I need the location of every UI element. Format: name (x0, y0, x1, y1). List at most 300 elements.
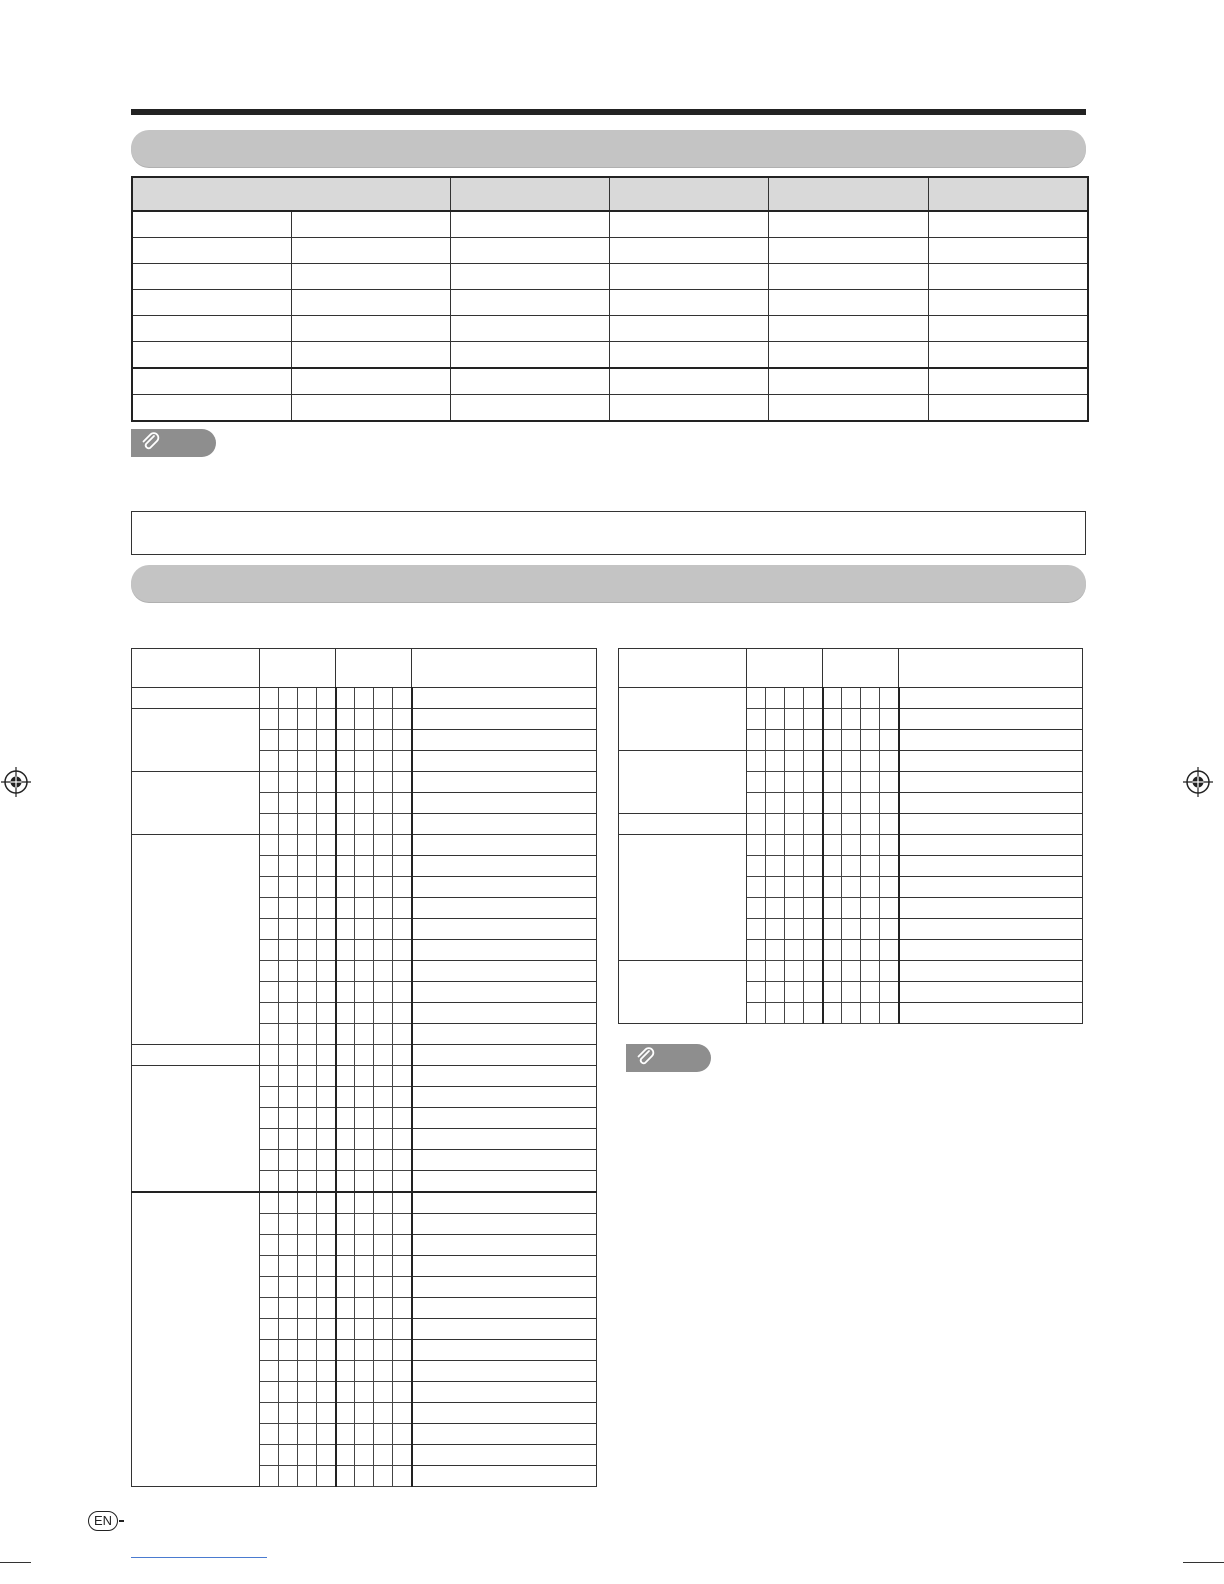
bit-cell (336, 730, 355, 751)
table-row (619, 688, 1083, 709)
bit-cell (823, 688, 842, 709)
description-cell (899, 793, 1083, 814)
bit-cell (823, 730, 842, 751)
bit-cell (355, 1445, 374, 1466)
bit-cell (336, 1361, 355, 1382)
description-cell (412, 1319, 597, 1340)
bit-cell (842, 940, 861, 961)
bit-cell (298, 814, 317, 835)
bit-cell (260, 877, 279, 898)
bit-cell (842, 751, 861, 772)
bit-cell (336, 1192, 355, 1214)
bit-cell (279, 730, 298, 751)
bit-cell (374, 1403, 393, 1424)
bit-cell (374, 1192, 393, 1214)
description-cell (412, 1298, 597, 1319)
bit-cell (374, 1445, 393, 1466)
bit-cell (823, 982, 842, 1003)
bit-cell (374, 1235, 393, 1256)
description-cell (899, 898, 1083, 919)
table-header-row (132, 177, 1088, 211)
bit-cell (785, 919, 804, 940)
bit-cell (880, 961, 899, 982)
description-cell (412, 709, 597, 730)
bit-cell (880, 814, 899, 835)
bit-cell (317, 730, 336, 751)
bit-cell (785, 751, 804, 772)
bit-cell (823, 709, 842, 730)
section-heading-band (131, 565, 1086, 602)
registration-mark-icon (1, 767, 31, 797)
bit-cell (804, 709, 823, 730)
bit-cell (355, 1466, 374, 1487)
bit-cell (260, 1403, 279, 1424)
table-row (619, 814, 1083, 835)
header-cell (336, 649, 412, 688)
bit-cell (260, 1214, 279, 1235)
note-badge (626, 1044, 711, 1072)
bit-cell (260, 1319, 279, 1340)
bit-cell (374, 1024, 393, 1045)
bit-cell (336, 1382, 355, 1403)
description-cell (412, 1361, 597, 1382)
bit-cell (374, 688, 393, 709)
bit-cell (317, 1214, 336, 1235)
bit-cell (766, 919, 785, 940)
bit-cell (374, 1129, 393, 1150)
bit-cell (804, 877, 823, 898)
bit-cell (355, 856, 374, 877)
bit-cell (317, 1256, 336, 1277)
bit-cell (804, 730, 823, 751)
description-cell (412, 1087, 597, 1108)
bit-cell (260, 940, 279, 961)
bit-cell (279, 1466, 298, 1487)
bit-cell (298, 856, 317, 877)
bit-cell (747, 688, 766, 709)
bit-cell (279, 1150, 298, 1171)
bit-cell (766, 961, 785, 982)
bit-cell (393, 856, 412, 877)
group-cell (132, 1045, 260, 1066)
bit-cell (279, 814, 298, 835)
bit-cell (393, 1108, 412, 1129)
table-row (132, 1066, 597, 1087)
bit-cell (336, 1108, 355, 1129)
bit-cell (317, 877, 336, 898)
bit-cell (880, 919, 899, 940)
bit-cell (804, 772, 823, 793)
bit-cell (298, 1150, 317, 1171)
bit-cell (336, 709, 355, 730)
description-cell (899, 877, 1083, 898)
bit-cell (355, 919, 374, 940)
bit-cell (298, 1319, 317, 1340)
table-row (132, 342, 1088, 369)
bit-cell (279, 940, 298, 961)
bit-cell (260, 1087, 279, 1108)
bit-cell (279, 1445, 298, 1466)
bit-cell (785, 1003, 804, 1024)
bit-cell (279, 1045, 298, 1066)
bit-cell (279, 856, 298, 877)
bit-cell (393, 814, 412, 835)
bit-cell (298, 940, 317, 961)
bit-cell (393, 1466, 412, 1487)
bit-cell (336, 1066, 355, 1087)
bit-cell (298, 688, 317, 709)
bit-cell (393, 982, 412, 1003)
bit-cell (279, 1024, 298, 1045)
bit-cell (260, 898, 279, 919)
page-top-rule (131, 109, 1086, 115)
crop-mark (0, 1562, 31, 1563)
bit-cell (298, 1340, 317, 1361)
bit-cell (374, 961, 393, 982)
group-cell (132, 835, 260, 1045)
header-cell (260, 649, 336, 688)
bit-cell (298, 1003, 317, 1024)
description-cell (412, 814, 597, 835)
description-cell (412, 1256, 597, 1277)
bit-cell (260, 1171, 279, 1193)
bit-cell (279, 1424, 298, 1445)
description-cell (899, 814, 1083, 835)
bit-cell (298, 1045, 317, 1066)
bit-cell (336, 1403, 355, 1424)
bit-cell (298, 961, 317, 982)
bit-cell (298, 1277, 317, 1298)
bit-cell (279, 961, 298, 982)
bit-cell (785, 793, 804, 814)
header-cell (899, 649, 1083, 688)
description-cell (899, 856, 1083, 877)
bit-cell (393, 1003, 412, 1024)
bit-cell (336, 961, 355, 982)
bit-cell (393, 751, 412, 772)
description-cell (412, 1424, 597, 1445)
bit-cell (374, 1277, 393, 1298)
bit-cell (880, 1003, 899, 1024)
bit-cell (393, 1340, 412, 1361)
bit-cell (298, 919, 317, 940)
bit-cell (279, 898, 298, 919)
table-row (132, 395, 1088, 422)
table-row (132, 688, 597, 709)
header-cell (609, 177, 768, 211)
bit-cell (260, 1424, 279, 1445)
table-row (619, 961, 1083, 982)
bit-cell (279, 1192, 298, 1214)
bit-cell (374, 940, 393, 961)
bit-cell (747, 772, 766, 793)
bit-cell (374, 1466, 393, 1487)
description-cell (412, 835, 597, 856)
bit-cell (336, 1129, 355, 1150)
header-cell (928, 177, 1088, 211)
bit-cell (279, 835, 298, 856)
bit-cell (298, 1403, 317, 1424)
description-cell (899, 688, 1083, 709)
bit-cell (766, 772, 785, 793)
bit-cell (317, 1424, 336, 1445)
description-cell (412, 688, 597, 709)
bit-cell (317, 1129, 336, 1150)
bit-cell (298, 1087, 317, 1108)
bit-cell (393, 1129, 412, 1150)
bit-cell (766, 751, 785, 772)
bit-cell (747, 730, 766, 751)
description-cell (412, 730, 597, 751)
bit-cell (355, 1066, 374, 1087)
specification-table (131, 176, 1089, 422)
bit-cell (317, 1192, 336, 1214)
bit-cell (804, 961, 823, 982)
bit-cell (298, 1424, 317, 1445)
bit-cell (785, 940, 804, 961)
bit-cell (393, 688, 412, 709)
group-cell (132, 688, 260, 709)
table-row (132, 238, 1088, 264)
description-cell (899, 919, 1083, 940)
description-cell (412, 940, 597, 961)
description-cell (412, 877, 597, 898)
bit-cell (804, 940, 823, 961)
bit-cell (861, 730, 880, 751)
description-cell (412, 961, 597, 982)
bit-cell (355, 1340, 374, 1361)
bit-cell (861, 814, 880, 835)
bit-cell (861, 772, 880, 793)
bit-cell (804, 751, 823, 772)
bit-cell (355, 1382, 374, 1403)
bit-cell (393, 1171, 412, 1193)
bit-cell (393, 709, 412, 730)
bit-cell (317, 1445, 336, 1466)
bit-cell (317, 709, 336, 730)
bit-cell (374, 1087, 393, 1108)
bit-cell (355, 1361, 374, 1382)
bit-cell (766, 1003, 785, 1024)
bit-cell (393, 919, 412, 940)
bit-cell (393, 1235, 412, 1256)
bit-cell (298, 1171, 317, 1193)
bit-cell (374, 1319, 393, 1340)
bit-cell (374, 1298, 393, 1319)
bit-cell (260, 709, 279, 730)
bit-cell (355, 730, 374, 751)
bit-cell (260, 1108, 279, 1129)
bit-cell (298, 1129, 317, 1150)
bit-cell (336, 1171, 355, 1193)
bit-cell (355, 1235, 374, 1256)
bit-cell (279, 1087, 298, 1108)
bit-cell (747, 961, 766, 982)
bit-cell (260, 730, 279, 751)
bit-cell (355, 877, 374, 898)
bit-cell (279, 1382, 298, 1403)
bit-cell (298, 1192, 317, 1214)
table-row (132, 1045, 597, 1066)
bit-cell (823, 793, 842, 814)
bit-cell (279, 1340, 298, 1361)
bit-cell (393, 772, 412, 793)
bit-cell (842, 772, 861, 793)
bit-cell (317, 688, 336, 709)
bit-cell (260, 835, 279, 856)
table-row (132, 316, 1088, 342)
bit-cell (336, 919, 355, 940)
bit-cell (861, 835, 880, 856)
bit-cell (804, 982, 823, 1003)
bit-cell (747, 940, 766, 961)
bit-cell (279, 1171, 298, 1193)
bit-cell (374, 856, 393, 877)
bit-cell (861, 688, 880, 709)
bit-cell (842, 730, 861, 751)
bit-cell (355, 751, 374, 772)
bit-cell (785, 709, 804, 730)
bit-cell (785, 877, 804, 898)
table-row (132, 368, 1088, 395)
description-cell (412, 1340, 597, 1361)
bit-cell (785, 772, 804, 793)
bit-cell (279, 709, 298, 730)
bit-cell (317, 1361, 336, 1382)
bit-cell (374, 835, 393, 856)
bit-cell (336, 814, 355, 835)
bit-cell (393, 1445, 412, 1466)
bit-cell (393, 1319, 412, 1340)
bit-cell (355, 1319, 374, 1340)
bit-cell (804, 898, 823, 919)
bit-cell (785, 688, 804, 709)
bit-cell (804, 793, 823, 814)
bit-cell (317, 1066, 336, 1087)
bit-cell (260, 1235, 279, 1256)
bit-cell (355, 772, 374, 793)
bit-cell (842, 688, 861, 709)
bit-cell (861, 940, 880, 961)
bit-cell (260, 1277, 279, 1298)
bit-cell (355, 1129, 374, 1150)
bit-cell (823, 856, 842, 877)
bit-cell (393, 835, 412, 856)
bit-cell (317, 1277, 336, 1298)
language-badge: EN (88, 1511, 118, 1531)
bit-cell (374, 793, 393, 814)
bit-cell (766, 730, 785, 751)
bit-cell (747, 877, 766, 898)
bit-cell (279, 1003, 298, 1024)
bit-cell (842, 982, 861, 1003)
bit-cell (747, 898, 766, 919)
bit-cell (336, 793, 355, 814)
header-cell (412, 649, 597, 688)
table-header-row (619, 649, 1083, 688)
bit-cell (355, 1424, 374, 1445)
bit-cell (260, 856, 279, 877)
description-cell (412, 1024, 597, 1045)
table-row (619, 751, 1083, 772)
bit-cell (393, 1066, 412, 1087)
table-row (132, 211, 1088, 238)
bit-cell (298, 1445, 317, 1466)
bit-cell (747, 856, 766, 877)
bit-cell (374, 1340, 393, 1361)
paperclip-icon (634, 1046, 658, 1070)
bit-cell (298, 751, 317, 772)
bit-cell (279, 919, 298, 940)
bit-cell (317, 1340, 336, 1361)
bit-cell (880, 898, 899, 919)
bit-cell (336, 1024, 355, 1045)
bit-cell (298, 1466, 317, 1487)
bit-cell (823, 919, 842, 940)
bit-cell (355, 709, 374, 730)
bit-cell (317, 814, 336, 835)
bit-cell (374, 1045, 393, 1066)
bit-cell (260, 1361, 279, 1382)
bit-cell (317, 1382, 336, 1403)
bit-cell (393, 1214, 412, 1235)
bit-cell (260, 793, 279, 814)
bit-cell (279, 1066, 298, 1087)
bit-cell (336, 1424, 355, 1445)
bit-cell (317, 1108, 336, 1129)
bit-cell (355, 1108, 374, 1129)
bit-cell (298, 1214, 317, 1235)
bit-cell (260, 1340, 279, 1361)
bit-cell (355, 898, 374, 919)
bit-cell (766, 835, 785, 856)
bit-cell (336, 1235, 355, 1256)
header-cell (747, 649, 823, 688)
bit-cell (279, 1214, 298, 1235)
bit-cell (823, 835, 842, 856)
page-number-dash (119, 1520, 124, 1522)
description-cell (412, 772, 597, 793)
bit-cell (766, 793, 785, 814)
bit-cell (355, 1298, 374, 1319)
group-cell (132, 1066, 260, 1193)
bit-cell (355, 1171, 374, 1193)
table-row (132, 1192, 597, 1214)
bit-cell (880, 877, 899, 898)
bit-cell (317, 751, 336, 772)
bit-cell (317, 1087, 336, 1108)
bit-cell (260, 1129, 279, 1150)
bit-cell (393, 1087, 412, 1108)
bit-cell (298, 793, 317, 814)
bit-cell (355, 1214, 374, 1235)
bit-cell (336, 1045, 355, 1066)
bit-cell (279, 1277, 298, 1298)
description-cell (412, 982, 597, 1003)
description-cell (412, 751, 597, 772)
header-cell (132, 649, 260, 688)
bit-cell (298, 877, 317, 898)
bit-cell (374, 1108, 393, 1129)
description-cell (412, 1003, 597, 1024)
description-cell (899, 835, 1083, 856)
bit-cell (785, 856, 804, 877)
bit-cell (393, 1024, 412, 1045)
bit-cell (279, 1319, 298, 1340)
bit-cell (336, 1340, 355, 1361)
bit-cell (260, 1382, 279, 1403)
bit-cell (374, 709, 393, 730)
